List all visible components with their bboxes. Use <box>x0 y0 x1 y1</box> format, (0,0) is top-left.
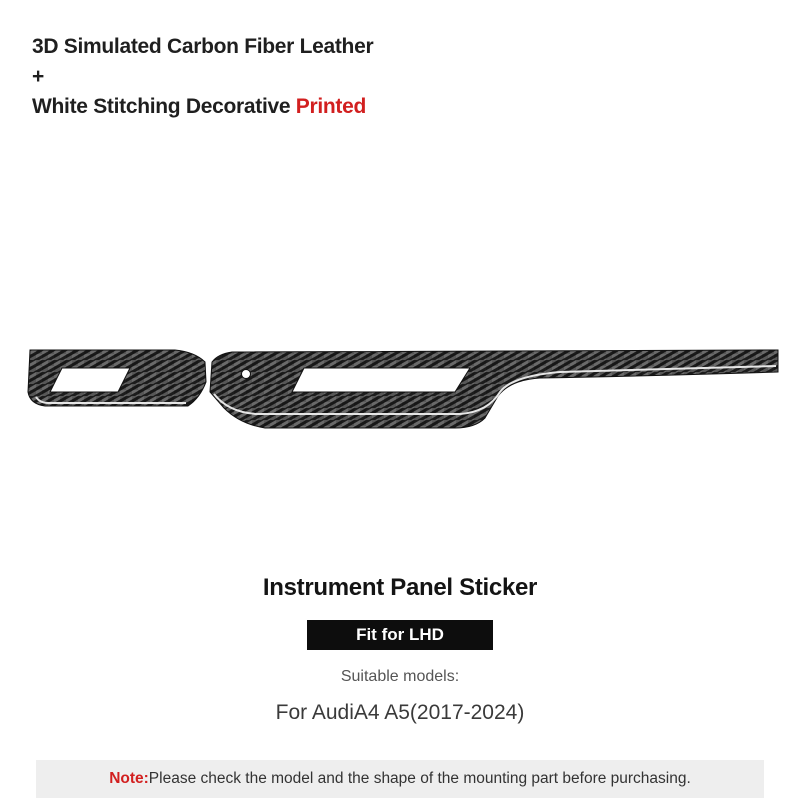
right-panel-piece <box>210 350 778 428</box>
headline-line-3-main: White Stitching Decorative <box>32 95 296 118</box>
carbon-fiber-panel-illustration <box>0 300 800 430</box>
product-headline <box>32 32 373 122</box>
purchase-note <box>36 760 764 798</box>
headline-plus: + <box>32 65 44 88</box>
headline-accent-word: Printed <box>295 95 367 118</box>
product-image <box>0 300 800 430</box>
headline-line-3 <box>32 92 373 122</box>
fit-badge: Fit for LHD <box>307 620 493 650</box>
suitable-models-label: Suitable models: <box>340 668 460 685</box>
compatible-models: For AudiA4 A5(2017-2024) <box>275 701 525 724</box>
note-label: Note: <box>109 770 149 787</box>
left-panel-piece <box>28 350 206 406</box>
product-title: Instrument Panel Sticker <box>262 574 538 601</box>
headline-line-1: 3D Simulated Carbon Fiber Leather <box>32 35 374 58</box>
note-text: Please check the model and the shape of the mounting part before purchasing. <box>148 770 691 787</box>
